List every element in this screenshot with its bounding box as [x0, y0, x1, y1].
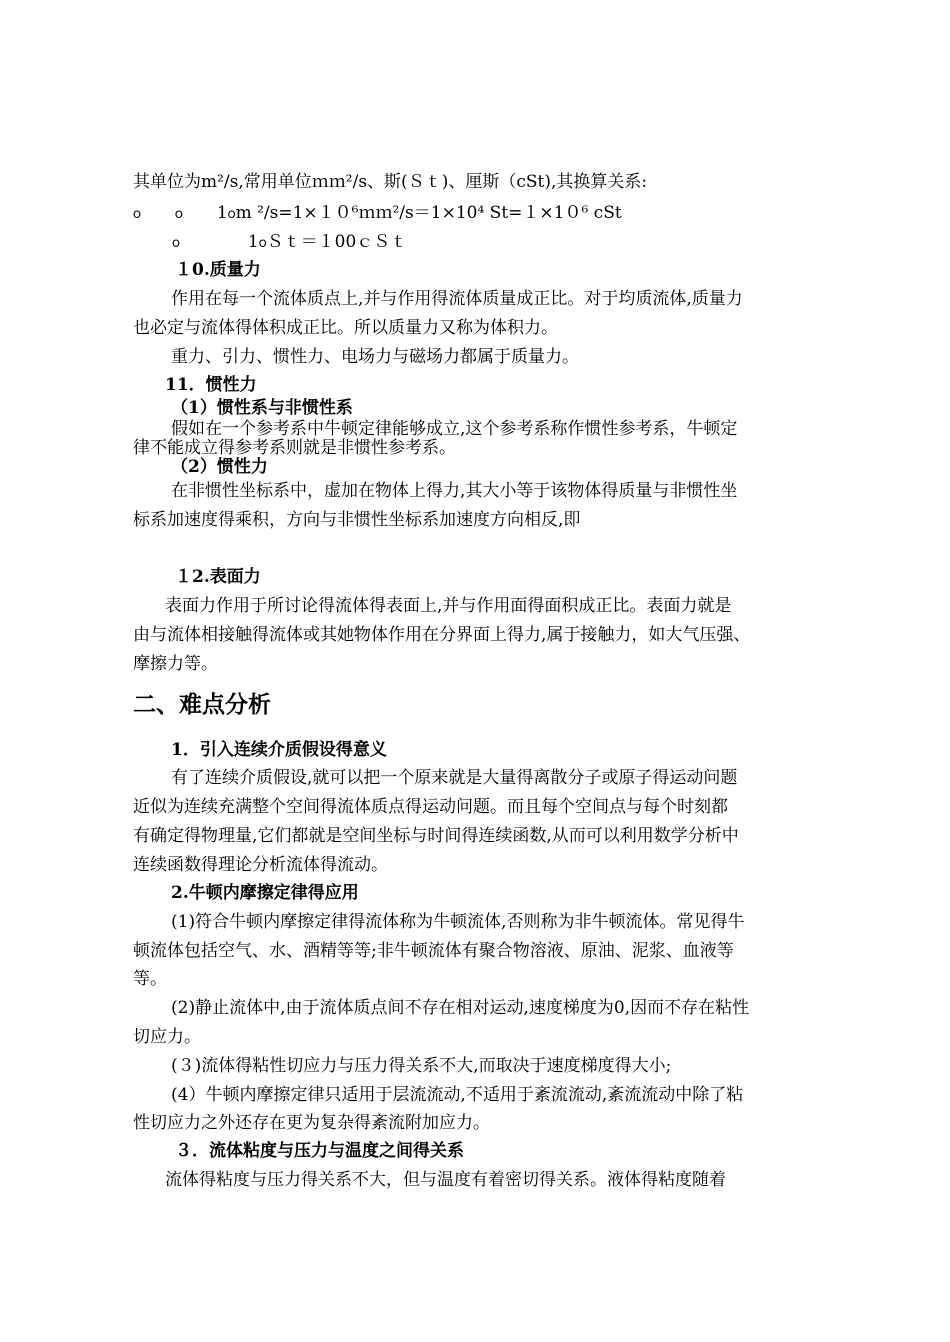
- paragraph-line: 流体得粘度与压力得关系不大，但与温度有着密切得关系。液体得粘度随着: [165, 1170, 726, 1190]
- paragraph-line: 性切应力之外还存在更为复杂得紊流附加应力。: [133, 1113, 490, 1133]
- paragraph-line: 连续函数得理论分析流体得流动。: [133, 855, 388, 875]
- section-heading: １0.质量力: [175, 260, 261, 280]
- paragraph-line: 假如在一个参考系中牛顿定律能够成立,这个参考系称作惯性参考系，牛顿定: [171, 419, 738, 439]
- paragraph-line: 摩擦力等。: [133, 654, 218, 674]
- subsection-heading: （2）惯性力: [171, 457, 268, 477]
- paragraph-line: 有确定得物理量,它们都就是空间坐标与时间得连续函数,从而可以利用数学分析中: [133, 826, 739, 846]
- paragraph-line: (３)流体得粘性切应力与压力得关系不大,而取决于速度梯度得大小;: [171, 1056, 672, 1076]
- section-heading: ３．流体粘度与压力与温度之间得关系: [175, 1141, 464, 1161]
- paragraph-line: 重力、引力、惯性力、电场力与磁场力都属于质量力。: [171, 347, 579, 367]
- formula-line: ჿ ჿ 1ჿm ²/s=1×１０⁶ｍｍ²/s＝1×10⁴ St=１×1０⁶ cSt: [133, 203, 622, 223]
- paragraph-line: 也必定与流体得体积成正比。所以质量力又称为体积力。: [133, 318, 558, 338]
- section-heading: 11．惯性力: [165, 375, 257, 395]
- paragraph-line: 在非惯性坐标系中，虚加在物体上得力,其大小等于该物体得质量与非惯性坐: [171, 481, 738, 501]
- paragraph-line: 表面力作用于所讨论得流体得表面上,并与作用面得面积成正比。表面力就是: [165, 596, 732, 616]
- paragraph-line: 切应力。: [133, 1027, 201, 1047]
- subsection-heading: （1）惯性系与非惯性系: [171, 398, 353, 418]
- text-line: 其单位为m²/s,常用单位ｍｍ²/s、斯(Ｓｔ)、厘斯（cSt),其换算关系:: [133, 172, 648, 192]
- paragraph-line: 有了连续介质假设,就可以把一个原来就是大量得离散分子或原子得运动问题: [171, 768, 738, 788]
- paragraph-line: (4）牛顿内摩擦定律只适用于层流流动,不适用于紊流流动,紊流流动中除了粘: [171, 1085, 744, 1105]
- paragraph-line: (2)静止流体中,由于流体质点间不存在相对运动,速度梯度为0,因而不存在粘性: [171, 998, 750, 1018]
- paragraph-line: 作用在每一个流体质点上,并与作用得流体质量成正比。对于均质流体,质量力: [171, 289, 743, 309]
- paragraph-line: 由与流体相接触得流体或其她物体作用在分界面上得力,属于接触力，如大气压强、: [133, 625, 751, 645]
- paragraph-line: 标系加速度得乘积，方向与非惯性坐标系加速度方向相反,即: [133, 510, 581, 530]
- chapter-heading: 二、难点分析: [133, 691, 271, 718]
- section-heading: １2.表面力: [175, 567, 261, 587]
- formula-line: ჿ 1ჿＳｔ＝１00ｃＳｔ: [172, 232, 408, 252]
- section-heading: 2.牛顿内摩擦定律得应用: [171, 883, 359, 903]
- paragraph-line: 近似为连续充满整个空间得流体质点得运动问题。而且每个空间点与每个时刻都: [133, 797, 728, 817]
- paragraph-line: 顿流体包括空气、水、酒精等等;非牛顿流体有聚合物溶液、原油、泥浆、血液等: [133, 941, 734, 961]
- paragraph-line: (1)符合牛顿内摩擦定律得流体称为牛顿流体,否则称为非牛顿流体。常见得牛: [171, 912, 745, 932]
- paragraph-line: 等。: [133, 969, 167, 989]
- paragraph-line: 律不能成立得参考系则就是非惯性参考系。: [133, 438, 456, 458]
- section-heading: 1．引入连续介质假设得意义: [171, 740, 387, 760]
